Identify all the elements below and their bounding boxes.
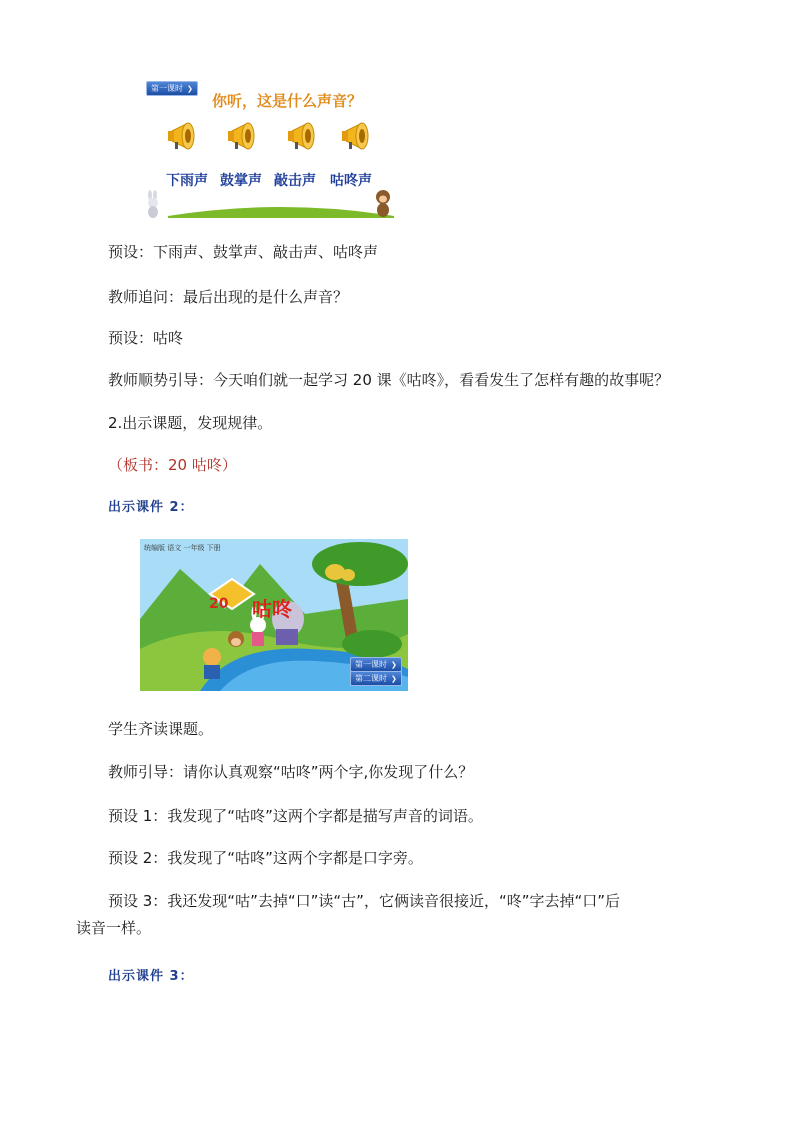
rabbit-icon: [144, 190, 162, 218]
sound-label: 下雨声: [166, 173, 208, 189]
sound-label: 敲击声: [274, 173, 316, 189]
lesson-1-button[interactable]: [350, 657, 402, 672]
paragraph-preset-3: 预设 3：我还发现“咕”去掉“口”读“古”，它俩读音很接近，“咚”字去掉“口”后: [108, 892, 621, 910]
paragraph-preset: 预设：咕咚: [108, 329, 184, 347]
paragraph-teacher-question: 教师追问：最后出现的是什么声音？: [108, 288, 349, 306]
chevron-right-icon: ❯: [391, 675, 397, 683]
lesson-2-button[interactable]: [350, 671, 402, 686]
paragraph-step: 2.出示课题，发现规律。: [108, 414, 273, 432]
sound-label: 鼓掌声: [220, 173, 262, 189]
board-note: （板书：20 咕咚）: [108, 456, 237, 474]
lesson-1-button[interactable]: [146, 81, 198, 96]
megaphone-icon[interactable]: [166, 118, 206, 154]
lesson-2-label: 第二课时: [355, 674, 387, 683]
slide-1-title: 你听，这是什么声音？: [212, 92, 363, 110]
chevron-right-icon: ❯: [391, 661, 397, 669]
paragraph-students-read: 学生齐读课题。: [108, 720, 214, 738]
slide-2-image: [140, 539, 408, 691]
courseware-label: 出示课件 3：: [108, 969, 194, 984]
lesson-1-label: 第一课时: [151, 84, 183, 93]
grass-ground: [168, 198, 394, 218]
megaphone-icon[interactable]: [226, 118, 266, 154]
monkey-icon: [372, 188, 394, 218]
paragraph-teacher-guide: 教师顺势引导：今天咱们就一起学习 20 课《咕咚》，看看发生了怎样有趣的故事呢？: [108, 371, 670, 389]
sound-label: 咕咚声: [330, 173, 372, 189]
lesson-number: 20: [209, 596, 229, 612]
lesson-1-label: 第一课时: [355, 660, 387, 669]
paragraph-preset: 预设：下雨声、鼓掌声、敲击声、咕咚声: [108, 243, 379, 261]
megaphone-icon[interactable]: [286, 118, 326, 154]
paragraph-preset-1: 预设 1：我发现了“咕咚”这两个字都是描写声音的词语。: [108, 807, 483, 825]
chevron-right-icon: ❯: [187, 85, 193, 93]
paragraph-preset-2: 预设 2：我发现了“咕咚”这两个字都是口字旁。: [108, 849, 423, 867]
slide-2-header: 统编版 语文 一年级 下册: [144, 544, 221, 552]
courseware-label: 出示课件 2：: [108, 500, 194, 515]
paragraph-preset-3-continued: 读音一样。: [76, 919, 152, 937]
slide-1-image: [140, 78, 396, 218]
megaphone-icon[interactable]: [340, 118, 380, 154]
paragraph-teacher-guide: 教师引导：请你认真观察“咕咚”两个字,你发现了什么？: [108, 763, 474, 781]
lesson-title: 咕咚: [252, 597, 292, 621]
